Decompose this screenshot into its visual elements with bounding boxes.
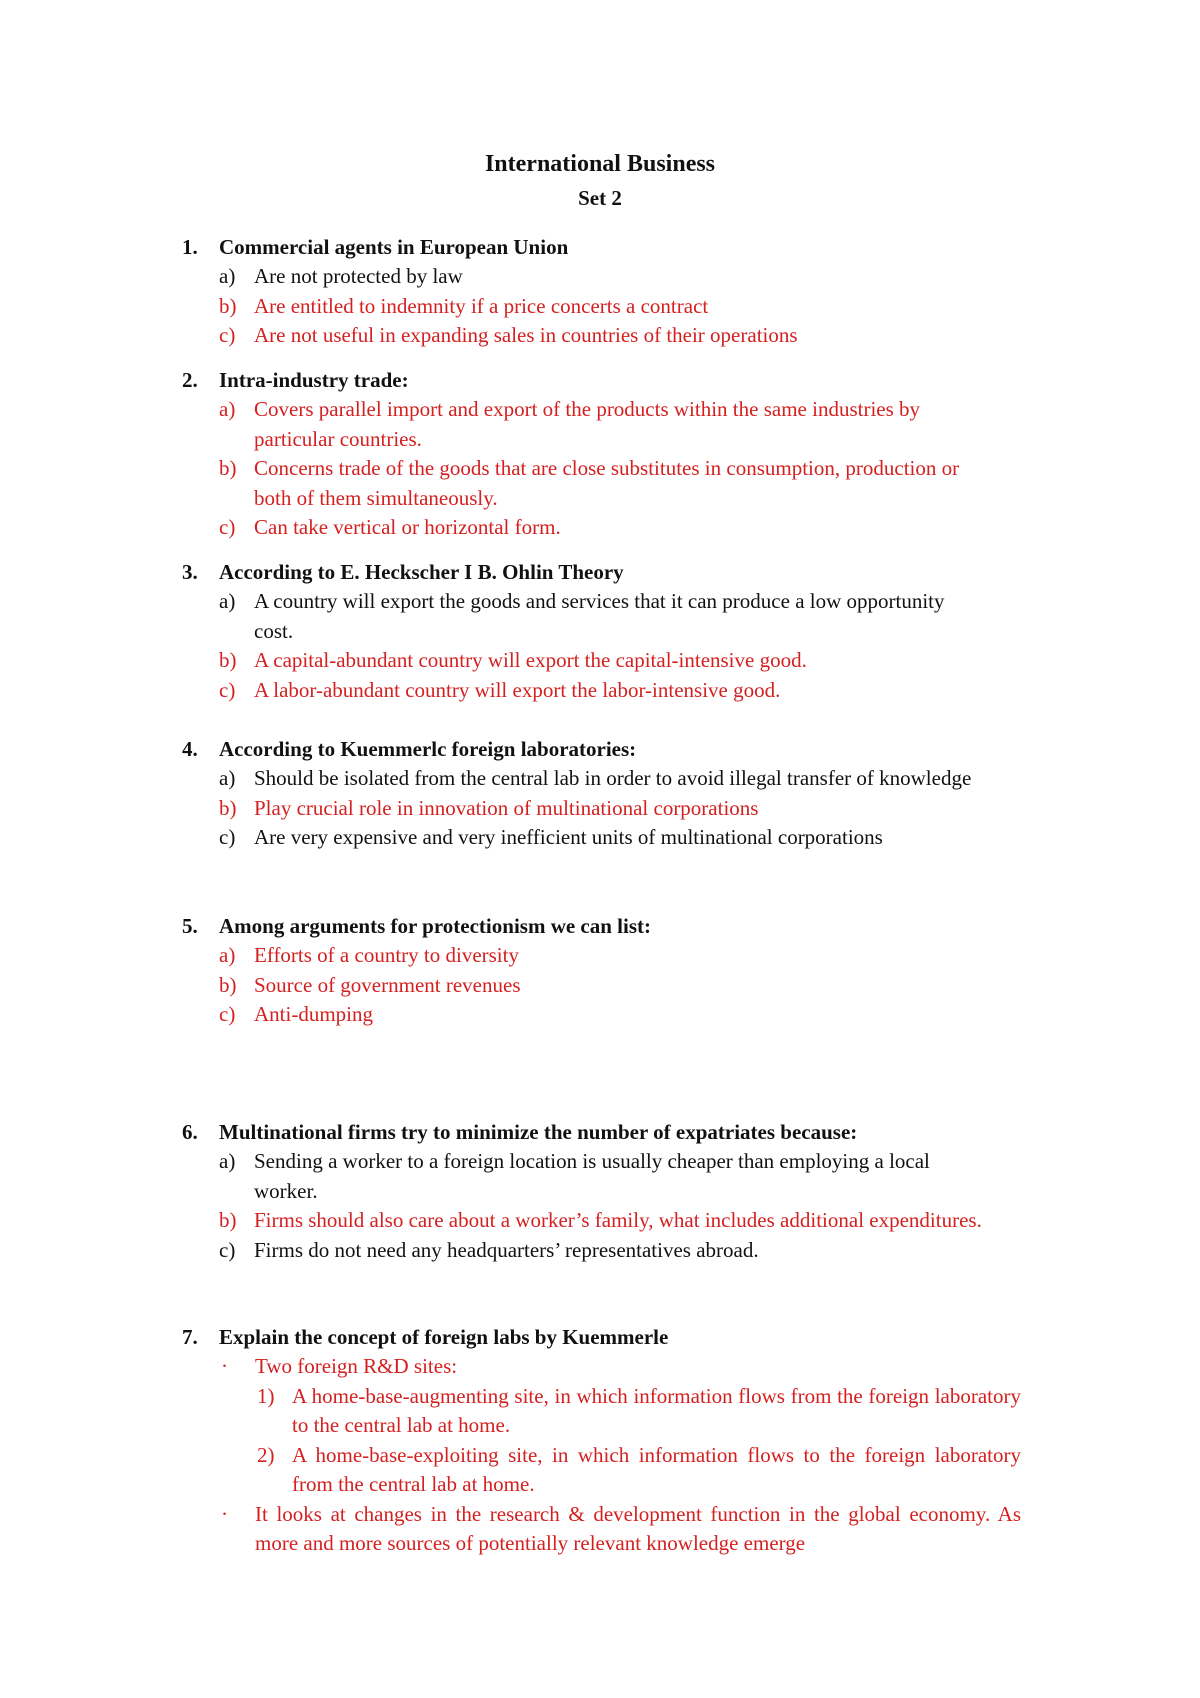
answer-option	[182, 794, 1042, 824]
option-text: Concerns trade of the goods that are close substitutes in consumption, production or both of them simultaneously.	[254, 456, 960, 510]
numbered-item	[182, 1382, 1042, 1441]
answer-option	[182, 1000, 1042, 1030]
option-label: c)	[219, 1237, 236, 1262]
question-text: Among arguments for protectionism we can list:	[219, 914, 652, 938]
option-text: Source of government revenues	[254, 972, 521, 997]
bullet-text: Two foreign R&D sites:	[255, 1354, 458, 1378]
question-text: According to E. Heckscher I B. Ohlin Theory	[219, 560, 624, 584]
option-label: b)	[219, 795, 237, 820]
question-heading	[182, 1117, 1042, 1147]
answer-option	[182, 1236, 1042, 1266]
option-label: c)	[219, 1002, 236, 1026]
option-label: c)	[219, 515, 236, 539]
question-number: 4.	[182, 737, 198, 761]
option-text: Should be isolated from the central lab in order to avoid illegal transfer of knowledge	[254, 766, 972, 790]
question-text: Explain the concept of foreign labs by Kuemmerle	[219, 1325, 669, 1349]
option-text: Are entitled to indemnity if a price concerts a contract	[254, 293, 709, 318]
answer-option	[182, 941, 1042, 971]
option-text: Are not protected by law	[254, 264, 463, 288]
question-7	[182, 1322, 1042, 1559]
option-label: c)	[219, 677, 236, 702]
question-heading	[182, 734, 1042, 764]
question-heading	[182, 365, 1042, 395]
answer-option	[182, 1206, 1042, 1236]
question-text: Commercial agents in European Union	[219, 235, 569, 259]
item-text: A home-base-exploiting site, in which information flows to the foreign laboratory from the central lab at home.	[292, 1442, 1021, 1496]
option-label: a)	[219, 1149, 236, 1173]
page-title: International Business	[484, 151, 716, 177]
option-text: Anti-dumping	[254, 1002, 373, 1026]
question-4	[182, 734, 1042, 853]
question-number: 1.	[182, 235, 198, 259]
option-text: Efforts of a country to diversity	[254, 943, 519, 967]
question-text: Intra-industry trade:	[219, 368, 409, 392]
answer-option	[182, 454, 1042, 513]
option-label: a)	[219, 766, 236, 790]
option-label: b)	[219, 293, 237, 318]
answer-option	[182, 292, 1042, 322]
question-5	[182, 911, 1042, 1030]
option-text: Firms should also care about a worker’s family, what includes additional expenditures.	[254, 1208, 982, 1232]
answer-option	[182, 262, 1042, 292]
answer-option	[182, 971, 1042, 1001]
question-heading	[182, 911, 1042, 941]
numbered-item	[182, 1441, 1042, 1500]
bullet-text: It looks at changes in the research & development function in the global economy. As more and more sources of potentially relevant knowledge emerge	[255, 1501, 1021, 1555]
option-text: A country will export the goods and services that it can produce a low opportunity cost.	[254, 589, 945, 643]
question-number: 7.	[182, 1325, 198, 1349]
answer-option	[182, 764, 1042, 794]
question-heading	[182, 557, 1042, 587]
item-text: A home-base-augmenting site, in which information flows from the foreign laboratory to the central lab at home.	[292, 1383, 1021, 1437]
option-text: Firms do not need any headquarters’ representatives abroad.	[254, 1237, 759, 1262]
question-number: 3.	[182, 560, 198, 584]
option-label: a)	[219, 397, 236, 421]
question-text: Multinational firms try to minimize the number of expatriates because:	[219, 1120, 858, 1144]
option-label: a)	[219, 943, 236, 967]
option-text: Are very expensive and very inefficient units of multinational corporations	[254, 825, 883, 849]
question-number: 5.	[182, 914, 198, 938]
option-text: Covers parallel import and export of the products within the same industries by particular countries.	[254, 397, 921, 451]
question-1	[182, 232, 1042, 351]
option-label: a)	[219, 264, 236, 288]
option-label: a)	[219, 589, 236, 613]
option-label: b)	[219, 648, 237, 672]
option-label: c)	[219, 323, 236, 347]
answer-option	[182, 646, 1042, 676]
question-number: 2.	[182, 368, 198, 392]
question-text: According to Kuemmerlc foreign laboratories:	[219, 737, 637, 761]
page-subtitle: Set 2	[578, 186, 622, 210]
item-label: 2)	[257, 1442, 275, 1467]
option-label: c)	[219, 825, 236, 849]
bullet-item	[182, 1352, 1042, 1382]
answer-option	[182, 676, 1042, 706]
option-text: Can take vertical or horizontal form.	[254, 515, 561, 539]
option-label: b)	[219, 972, 237, 997]
answer-option	[182, 823, 1042, 853]
answer-option	[182, 587, 1042, 646]
option-label: b)	[219, 456, 237, 480]
option-text: A capital-abundant country will export the capital-intensive good.	[254, 648, 807, 672]
question-2	[182, 365, 1042, 543]
bullet-item	[182, 1500, 1042, 1559]
question-heading	[182, 1322, 1042, 1352]
question-number: 6.	[182, 1120, 198, 1144]
option-text: Are not useful in expanding sales in countries of their operations	[254, 323, 798, 347]
option-text: Sending a worker to a foreign location is usually cheaper than employing a local worker.	[254, 1149, 930, 1203]
answer-option	[182, 395, 1042, 454]
question-3	[182, 557, 1042, 705]
option-text: A labor-abundant country will export the labor-intensive good.	[254, 677, 781, 702]
item-label: 1)	[257, 1383, 275, 1408]
option-label: b)	[219, 1208, 237, 1232]
bullet-marker: ·	[221, 1354, 228, 1378]
question-heading	[182, 232, 1042, 262]
question-6	[182, 1117, 1042, 1265]
option-text: Play crucial role in innovation of multinational corporations	[254, 795, 759, 820]
answer-option	[182, 513, 1042, 543]
answer-option	[182, 321, 1042, 351]
answer-option	[182, 1147, 1042, 1206]
bullet-marker: ·	[221, 1501, 228, 1526]
